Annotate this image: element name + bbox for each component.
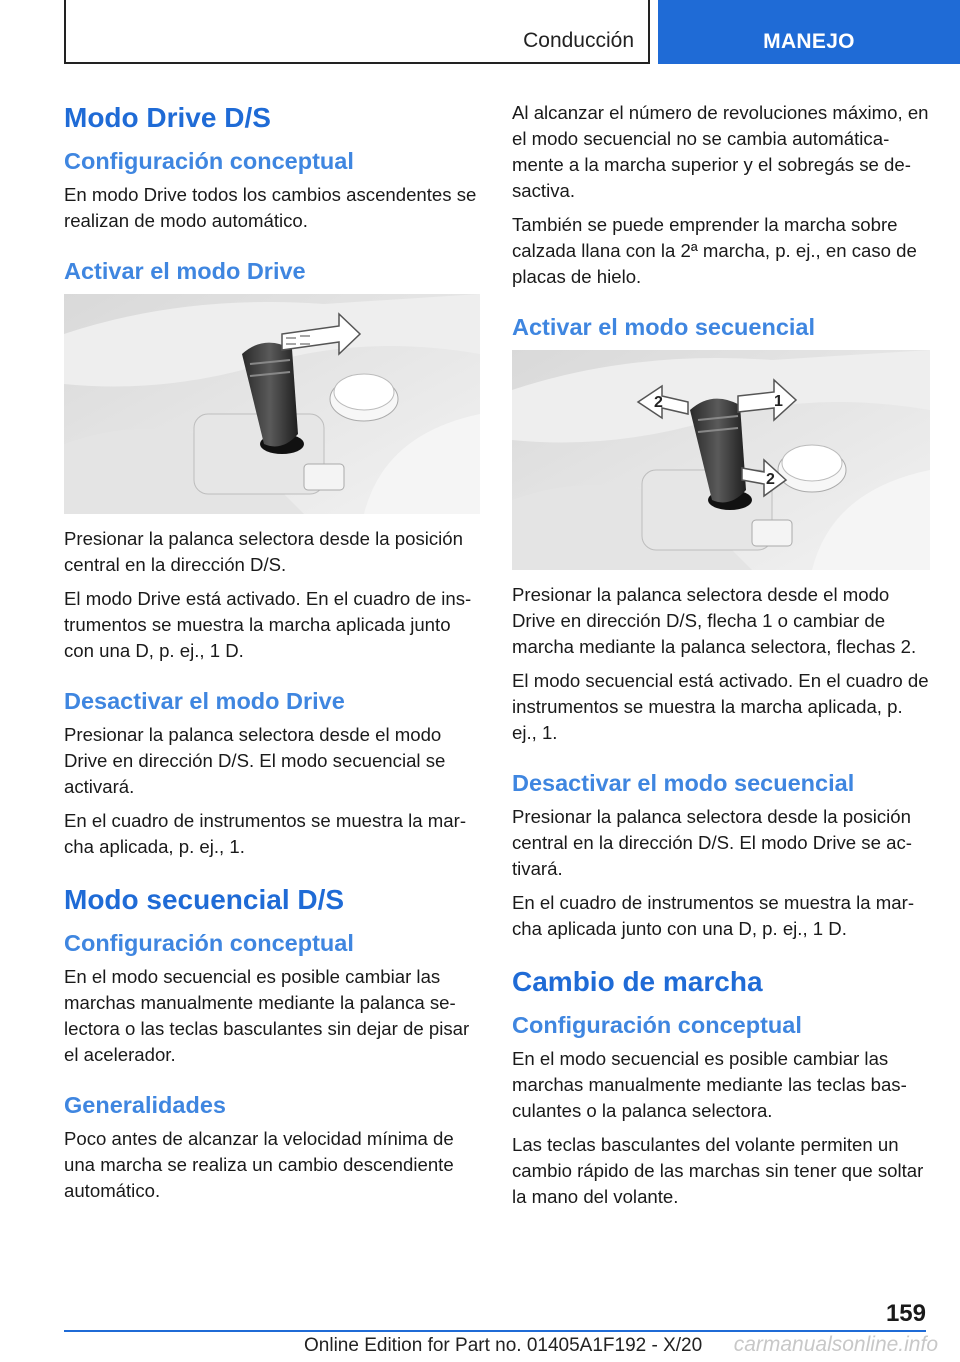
paragraph-config-cambio-2: Las teclas basculantes del volante permiten un cambio rápido de las marchas sin tener que soltar la mano del volante. xyxy=(512,1134,924,1207)
paragraph-config-secuencial: En el modo secuencial es posible cambiar las marchas manualmente mediante la palanca selectora o las teclas basculantes sin dejar de pisar el acelerador. xyxy=(64,966,470,1065)
heading-modo-drive: Modo Drive D/S xyxy=(64,102,271,133)
paragraph-intro-1: Al alcanzar el número de revoluciones máximo, en el modo secuencial no se cambia automáticamente a la marcha superior y el sobregás se desactiva. xyxy=(512,102,929,201)
figure-label-2-lower: 2 xyxy=(766,471,775,488)
heading-config-drive: Configuración conceptual xyxy=(64,148,354,174)
figure-gear-selector-sequential xyxy=(512,350,930,570)
header-section-title: Conducción xyxy=(523,29,634,52)
paragraph-activar-sec-2: El modo secuencial está activado. En el cuadro de instrumentos se muestra la marcha aplicada, p. ej., 1. xyxy=(512,670,929,743)
paragraph-activar-drive-2: El modo Drive está activado. En el cuadro de instrumentos se muestra la marcha aplicada junto con una D, p. ej., 1 D. xyxy=(64,588,472,661)
paragraph-config-cambio-1: En el modo secuencial es posible cambiar las marchas manualmente mediante las teclas basculantes o la palanca selectora. xyxy=(512,1048,907,1121)
figure-label-1: 1 xyxy=(774,393,783,410)
heading-desactivar-drive: Desactivar el modo Drive xyxy=(64,688,345,714)
heading-modo-secuencial: Modo secuencial D/S xyxy=(64,884,345,915)
heading-cambio-de-marcha: Cambio de marcha xyxy=(512,966,763,997)
header-chapter-label: MANEJO xyxy=(763,30,855,53)
heading-config-secuencial: Configuración conceptual xyxy=(64,930,354,956)
header-section-box xyxy=(64,0,650,64)
footer-edition-text: Online Edition for Part no. 01405A1F192 - X/20 xyxy=(304,1335,703,1356)
heading-activar-drive: Activar el modo Drive xyxy=(64,258,306,284)
right-column xyxy=(512,100,930,1210)
paragraph-generalidades: Poco antes de alcanzar la velocidad mínima de una marcha se realiza un cambio descendiente automático. xyxy=(64,1128,454,1201)
figure-gear-selector-drive xyxy=(64,294,480,514)
paragraph-desactivar-drive-1: Presionar la palanca selectora desde el modo Drive en dirección D/S. El modo secuencial se activará. xyxy=(64,724,446,797)
paragraph-intro-2: También se puede emprender la marcha sobre calzada llana con la 2ª marcha, p. ej., en caso de placas de hielo. xyxy=(512,214,917,287)
paragraph-activar-sec-1: Presionar la palanca selectora desde el modo Drive en dirección D/S, flecha 1 o cambiar de marcha mediante la palanca selectora, flechas 2. xyxy=(512,584,917,657)
footer-divider xyxy=(64,1330,926,1332)
page-number: 159 xyxy=(885,1300,926,1327)
heading-desactivar-secuencial: Desactivar el modo secuencial xyxy=(512,770,855,796)
figure-label-2-upper: 2 xyxy=(654,394,663,411)
paragraph-desactivar-drive-2: En el cuadro de instrumentos se muestra la marcha aplicada, p. ej., 1. xyxy=(64,810,467,857)
header-chapter-tab xyxy=(658,0,960,64)
paragraph-desactivar-sec-2: En el cuadro de instrumentos se muestra la marcha aplicada junto con una D, p. ej., 1 D. xyxy=(512,892,915,939)
left-column xyxy=(64,100,480,1204)
watermark: carmanualsonline.info xyxy=(733,1333,938,1356)
paragraph-desactivar-sec-1: Presionar la palanca selectora desde la posición central en la dirección D/S. El modo Drive se activará. xyxy=(512,806,912,879)
paragraph-activar-drive-1: Presionar la palanca selectora desde la posición central en la dirección D/S. xyxy=(64,528,463,575)
heading-config-cambio: Configuración conceptual xyxy=(512,1012,802,1038)
heading-generalidades: Generalidades xyxy=(64,1092,226,1118)
heading-activar-secuencial: Activar el modo secuencial xyxy=(512,314,816,340)
paragraph-config-drive: En modo Drive todos los cambios ascendentes se realizan de modo automático. xyxy=(64,184,477,231)
